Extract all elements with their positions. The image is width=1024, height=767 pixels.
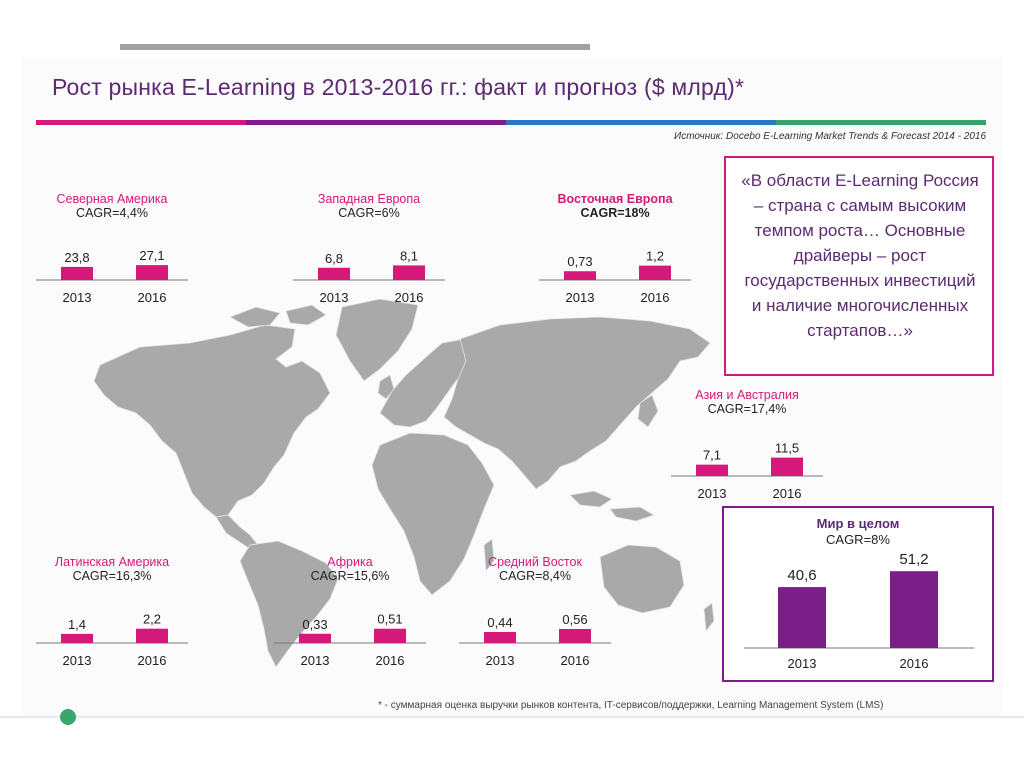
quote-box: [724, 156, 994, 376]
year-label: 2013: [62, 290, 92, 305]
map-arctic-islands: [230, 305, 326, 327]
region-north-america: [32, 192, 192, 308]
value-label: 23,8: [64, 249, 90, 265]
world-title: Мир в целом: [816, 516, 900, 531]
map-se-asia: [570, 491, 654, 521]
bottom-divider: [0, 716, 1024, 718]
region-asia-australia: [667, 388, 827, 504]
north-america-bar-chart: [32, 220, 192, 308]
value-label: 2,2: [142, 611, 162, 627]
bar-2016: [771, 458, 803, 476]
footnote: * - суммарная оценка выручки рынков контента, IT-сервисов/поддержки, Learning Management System (LMS): [378, 700, 884, 711]
region-eastern-europe: [535, 192, 695, 308]
underline-segment: [246, 120, 506, 125]
logo-fragment: [60, 709, 76, 725]
value-label: 6,8: [324, 250, 344, 266]
year-label: 2013: [787, 656, 817, 671]
map-new-zealand: [704, 603, 714, 631]
year-label: 2016: [375, 653, 405, 668]
map-north-america: [94, 325, 330, 517]
region-cagr: CAGR=6%: [338, 206, 400, 220]
world-cagr: CAGR=8%: [826, 532, 890, 547]
world-bar-chart: [724, 508, 992, 680]
value-label: 7,1: [702, 447, 722, 463]
value-label: 11,5: [774, 440, 800, 456]
underline-segment: [36, 120, 246, 125]
bar-2013: [564, 271, 596, 280]
map-central-america: [216, 515, 258, 549]
bar-2016: [136, 629, 168, 643]
quote-text: «В области E-Learning Россия – страна с самым высоким темпом роста… Основные драйверы – рост государственных инвестиций и наличие многочисленных стартапов…»: [741, 171, 979, 340]
bar-2013: [61, 267, 93, 280]
value-label: 0,51: [377, 611, 403, 627]
value-label: 0,44: [487, 615, 513, 630]
world-total-box: [722, 506, 994, 682]
region-latin-america: [32, 555, 192, 671]
bar-2016: [374, 629, 406, 643]
bar-2016: [393, 265, 425, 280]
underline-segment: [506, 120, 776, 125]
bar-2016: [136, 265, 168, 280]
western-europe-bar-chart: [289, 220, 449, 308]
asia-australia-bar-chart: [667, 416, 827, 504]
year-label: 2013: [485, 653, 515, 668]
region-name: Средний Восток: [488, 555, 582, 569]
eastern-europe-bar-chart: [535, 220, 695, 308]
year-label: 2016: [394, 290, 424, 305]
region-africa: [270, 555, 430, 671]
bar-2016: [639, 266, 671, 280]
value-label: 40,6: [787, 567, 817, 585]
latin-america-bar-chart: [32, 583, 192, 671]
value-label: 1,4: [67, 616, 87, 632]
slide-title: Рост рынка E-Learning в 2013-2016 гг.: факт и прогноз ($ млрд)*: [52, 74, 745, 100]
bar-2013: [696, 465, 728, 476]
year-label: 2016: [640, 290, 670, 305]
year-label: 2016: [137, 653, 167, 668]
bar-2013: [484, 632, 516, 643]
year-label: 2013: [62, 653, 92, 668]
title-underline: [36, 120, 986, 125]
region-name: Африка: [327, 555, 373, 569]
region-cagr: CAGR=18%: [580, 206, 650, 220]
value-label: 0,56: [562, 612, 588, 627]
cropped-header-fragment: [120, 44, 590, 50]
bar-2013: [778, 587, 826, 648]
bar-2016: [890, 571, 938, 648]
region-name: Латинская Америка: [54, 555, 170, 569]
region-cagr: CAGR=15,6%: [310, 569, 390, 583]
africa-bar-chart: [270, 583, 430, 671]
bar-2013: [61, 634, 93, 643]
region-name: Восточная Европа: [557, 192, 673, 206]
value-label: 0,33: [302, 616, 328, 632]
bar-2013: [299, 634, 331, 643]
region-middle-east: [455, 555, 615, 671]
year-label: 2013: [697, 486, 727, 501]
year-label: 2016: [137, 290, 167, 305]
value-label: 0,73: [567, 254, 593, 270]
value-label: 8,1: [399, 248, 419, 264]
year-label: 2013: [565, 290, 595, 305]
region-name: Северная Америка: [56, 192, 168, 206]
region-cagr: CAGR=16,3%: [72, 569, 152, 583]
year-label: 2016: [772, 486, 802, 501]
underline-segment: [776, 120, 986, 125]
year-label: 2016: [899, 656, 929, 671]
value-label: 27,1: [139, 248, 165, 264]
year-label: 2016: [560, 653, 590, 668]
region-cagr: CAGR=8,4%: [499, 569, 571, 583]
middle-east-bar-chart: [455, 583, 615, 671]
bar-2013: [318, 268, 350, 280]
value-label: 51,2: [899, 551, 929, 569]
region-name: Западная Европа: [317, 192, 421, 206]
map-greenland: [336, 299, 418, 381]
source-note: Источник: Docebo E-Learning Market Trends & Forecast 2014 - 2016: [674, 131, 986, 142]
region-cagr: CAGR=4,4%: [76, 206, 148, 220]
region-western-europe: [289, 192, 449, 308]
year-label: 2013: [319, 290, 349, 305]
region-name: Азия и Австралия: [695, 388, 799, 402]
value-label: 1,2: [645, 248, 665, 264]
year-label: 2013: [300, 653, 330, 668]
region-cagr: CAGR=17,4%: [707, 402, 787, 416]
bar-2016: [559, 629, 591, 643]
